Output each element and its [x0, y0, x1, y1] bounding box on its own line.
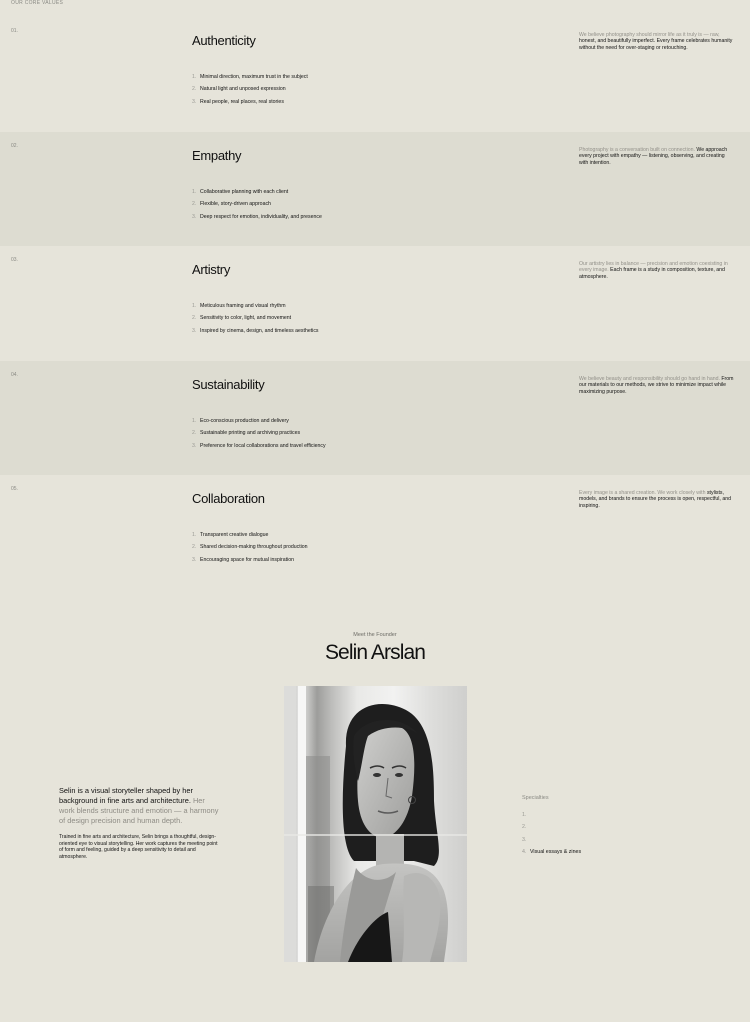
- list-item-number: 2.: [192, 544, 197, 551]
- list-item: [192, 427, 326, 439]
- value-number: 03.: [11, 257, 18, 263]
- value-description-muted: We believe beauty and responsibility should go hand in hand.: [579, 376, 720, 382]
- value-description-main: Each frame is a study in composition, texture, and atmosphere.: [579, 267, 725, 280]
- specialty-number: 4.: [522, 848, 527, 855]
- value-row: [0, 132, 750, 246]
- list-item: [192, 529, 308, 541]
- list-item-number: 2.: [192, 315, 197, 322]
- list-item: [192, 71, 308, 83]
- list-item-text: Sensitivity to color, light, and movement: [200, 315, 292, 322]
- list-item: [192, 300, 319, 312]
- list-item: [192, 186, 322, 198]
- founder-lead-main: Selin is a visual storyteller shaped by her background in fine arts and architecture.: [59, 786, 193, 805]
- specialty-item: [522, 821, 581, 833]
- value-description: [579, 490, 735, 509]
- value-description: [579, 376, 735, 395]
- founder-name: Selin Arslan: [324, 641, 426, 664]
- value-description-muted: Every image is a shared creation. We work closely with: [579, 490, 706, 496]
- specialty-number: 1.: [522, 812, 527, 818]
- list-item-text: Preference for local collaborations and travel efficiency: [200, 442, 326, 449]
- list-item-number: 2.: [192, 430, 197, 437]
- value-points: [192, 415, 326, 452]
- list-item-text: Collaborative planning with each client: [200, 189, 289, 195]
- list-item-number: 1.: [192, 189, 197, 195]
- specialty-number: 2.: [522, 824, 527, 831]
- list-item-number: 3.: [192, 327, 197, 334]
- list-item-number: 2.: [192, 201, 197, 208]
- list-item: [192, 325, 319, 337]
- list-item-number: 3.: [192, 213, 197, 220]
- list-item-number: 2.: [192, 86, 197, 93]
- list-item-text: Inspired by cinema, design, and timeless aesthetics: [200, 327, 319, 334]
- list-item: [192, 96, 308, 108]
- list-item-number: 1.: [192, 303, 197, 309]
- list-item-number: 3.: [192, 556, 197, 563]
- value-points: [192, 186, 322, 223]
- value-title: Collaboration: [192, 491, 265, 506]
- list-item-number: 3.: [192, 98, 197, 105]
- value-number: 01.: [11, 28, 18, 34]
- value-description-main: stylists, models, and brands to ensure the process is open, respectful, and inspiring.: [579, 490, 731, 509]
- specialty-item: [522, 834, 581, 846]
- list-item-text: Meticulous framing and visual rhythm: [200, 303, 286, 309]
- value-row: [0, 0, 750, 132]
- value-title: Sustainability: [192, 377, 265, 392]
- list-item-number: 1.: [192, 418, 197, 424]
- value-title: Empathy: [192, 148, 242, 163]
- value-points: [192, 300, 319, 337]
- value-description: [579, 261, 735, 280]
- founder-kicker: Meet the Founder: [353, 632, 397, 638]
- list-item-number: 3.: [192, 442, 197, 449]
- value-title: Authenticity: [192, 33, 256, 48]
- list-item: [192, 554, 308, 566]
- specialties-label: Specialties: [522, 795, 549, 801]
- list-item-number: 1.: [192, 74, 197, 80]
- specialty-number: 3.: [522, 836, 527, 843]
- value-description-muted: Photography is a conversation built on connection.: [579, 147, 695, 153]
- value-row: [0, 246, 750, 360]
- specialty-text: Visual essays & zines: [530, 848, 582, 855]
- value-number: 04.: [11, 372, 18, 378]
- list-item-text: Sustainable printing and archiving practices: [200, 430, 301, 437]
- list-item-text: Minimal direction, maximum trust in the subject: [200, 74, 308, 80]
- list-item-text: Transparent creative dialogue: [200, 532, 269, 538]
- list-item: [192, 83, 308, 95]
- value-points: [192, 529, 308, 566]
- list-item: [192, 198, 322, 210]
- specialty-item: [522, 809, 581, 821]
- list-item-text: Encouraging space for mutual inspiration: [200, 556, 295, 563]
- value-number: 02.: [11, 143, 18, 149]
- specialties-list: [522, 809, 581, 858]
- value-number: 05.: [11, 486, 18, 492]
- list-item: [192, 440, 326, 452]
- list-item: [192, 415, 326, 427]
- value-points: [192, 71, 308, 108]
- founder-lead-muted: Her work blends structure and emotion — a harmony of design precision and human depth.: [59, 796, 219, 825]
- founder-portrait: [284, 686, 467, 962]
- value-description-main: honest, and beautifully imperfect. Every frame celebrates humanity without the need for over-staging or retouching.: [579, 38, 733, 51]
- list-item-text: Real people, real places, real stories: [200, 98, 284, 105]
- specialty-item: [522, 846, 581, 858]
- list-item-number: 1.: [192, 532, 197, 538]
- list-item-text: Natural light and unposed expression: [200, 86, 286, 93]
- list-item-text: Shared decision-making throughout production: [200, 544, 308, 551]
- list-item: [192, 312, 319, 324]
- value-row: [0, 361, 750, 475]
- value-row: [0, 475, 750, 589]
- value-description-muted: Our artistry lies in balance — precision and emotion coexisting in every image.: [579, 261, 728, 274]
- value-description: [579, 147, 735, 166]
- list-item: [192, 211, 322, 223]
- list-item-text: Deep respect for emotion, individuality, and presence: [200, 213, 322, 220]
- list-item: [192, 541, 308, 553]
- value-description-main: We approach every project with empathy — listening, observing, and creating with intention.: [579, 147, 728, 166]
- list-item-text: Eco-conscious production and delivery: [200, 418, 289, 424]
- list-item-text: Flexible, story-driven approach: [200, 201, 271, 208]
- value-title: Artistry: [192, 262, 231, 277]
- value-description: [579, 32, 735, 51]
- founder-bio: Trained in fine arts and architecture, Selin brings a thoughtful, design-oriented eye to visual storytelling. Her work captures the meeting point of form and feeling, guided by a deep sensitivity to detail and atmosphere.: [59, 834, 218, 860]
- section-label: OUR CORE VALUES: [11, 0, 64, 6]
- value-description-main: From our materials to our methods, we strive to minimize impact while maximizing purpose.: [579, 376, 734, 395]
- value-description-muted: We believe photography should mirror life as it truly is — raw,: [579, 32, 720, 38]
- founder-lead: [59, 786, 219, 826]
